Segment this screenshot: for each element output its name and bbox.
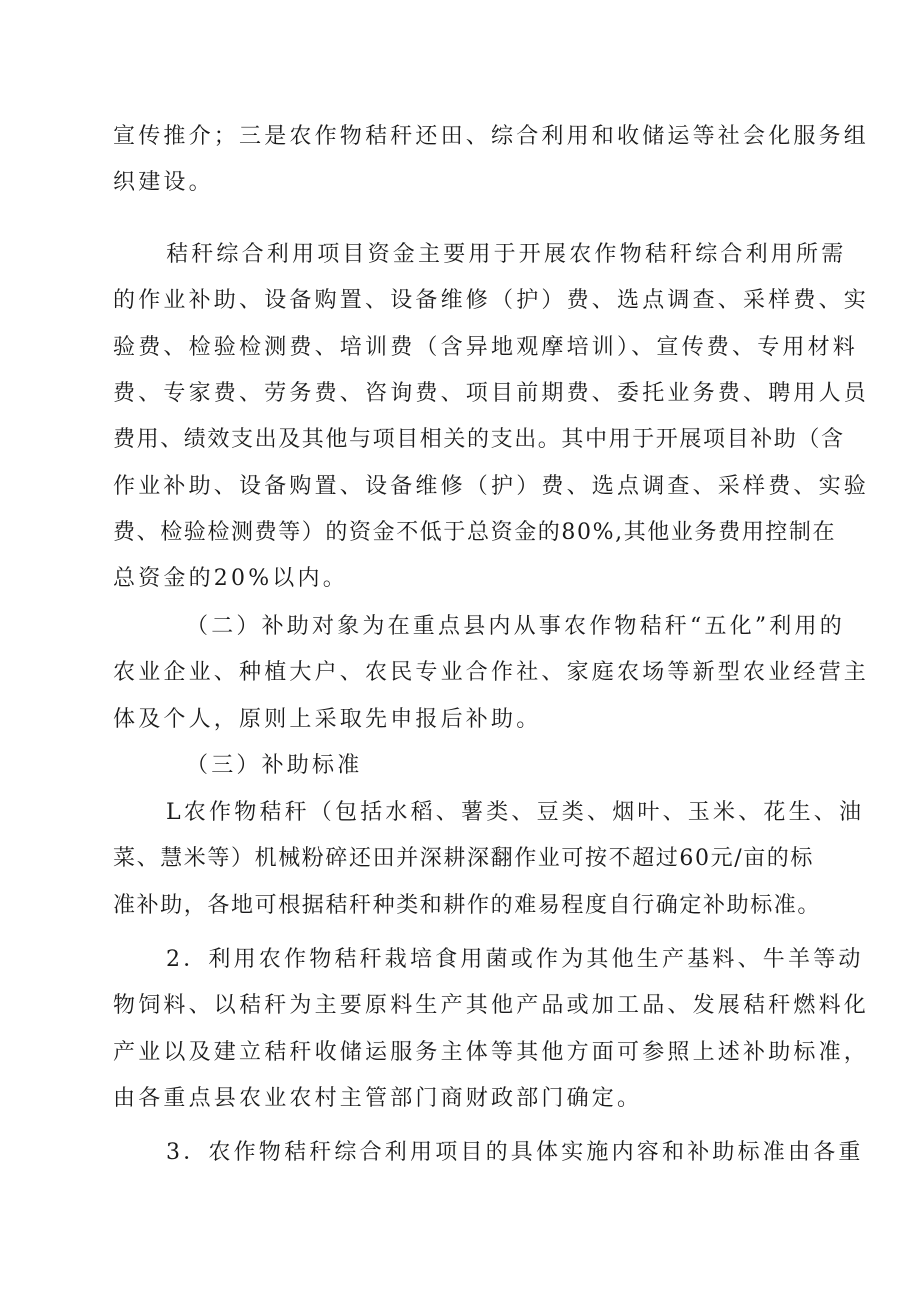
text-line: 织建设。 — [113, 170, 214, 195]
text-line: 总资金的20%以内。 — [113, 566, 348, 591]
paragraph-start-line: 秸秆综合利用项目资金主要用于开展农作物秸秆综合利用所需 — [166, 242, 847, 267]
text-line: 费、检验检测费等）的资金不低于总资金的80%,其他业务费用控制在 — [113, 520, 837, 545]
text-line: 准补助，各地可根据秸秆种类和耕作的难易程度自行确定补助标准。 — [113, 893, 822, 918]
text-line: 体及个人，原则上采取先申报后补助。 — [113, 707, 542, 732]
text-line: 产业以及建立秸秆收储运服务主体等其他方面可参照上述补助标准， — [113, 1040, 870, 1065]
text-line: 验费、检验检测费、培训费（含异地观摩培训）、宣传费、专用材料 — [113, 335, 859, 360]
text-line: 宣传推介；三是农作物秸秆还田、综合利用和收储运等社会化服务组 — [113, 124, 870, 149]
text-line: 费、专家费、劳务费、咨询费、项目前期费、委托业务费、聘用人员 — [113, 381, 870, 406]
text-line: 菜、慧米等）机械粉碎还田并深耕深翻作业可按不超过60元/亩的标 — [113, 846, 815, 871]
item-two-line: 2．利用农作物秸秆栽培食用菌或作为其他生产基料、牛羊等动 — [166, 947, 864, 972]
section-three-heading: （三）补助标准 — [186, 753, 363, 778]
item-one-line: L农作物秸秆（包括水稻、薯类、豆类、烟叶、玉米、花生、油 — [166, 800, 865, 825]
text-line: 农业企业、种植大户、农民专业合作社、家庭农场等新型农业经营主 — [113, 660, 870, 685]
text-line: 由各重点县农业农村主管部门商财政部门确定。 — [113, 1086, 643, 1111]
section-two-heading-line: （二）补助对象为在重点县内从事农作物秸秆“五化”利用的 — [186, 614, 845, 639]
text-line: 费用、绩效支出及其他与项目相关的支出。其中用于开展项目补助（含 — [113, 427, 845, 452]
item-three-line: 3．农作物秸秆综合利用项目的具体实施内容和补助标准由各重 — [166, 1140, 864, 1165]
text-line: 作业补助、设备购置、设备维修（护）费、选点调查、采样费、实验 — [113, 474, 870, 499]
text-line: 物饲料、以秸秆为主要原料生产其他产品或加工品、发展秸秆燃料化 — [113, 993, 870, 1018]
text-line: 的作业补助、设备购置、设备维修（护）费、选点调查、采样费、实 — [113, 288, 870, 313]
